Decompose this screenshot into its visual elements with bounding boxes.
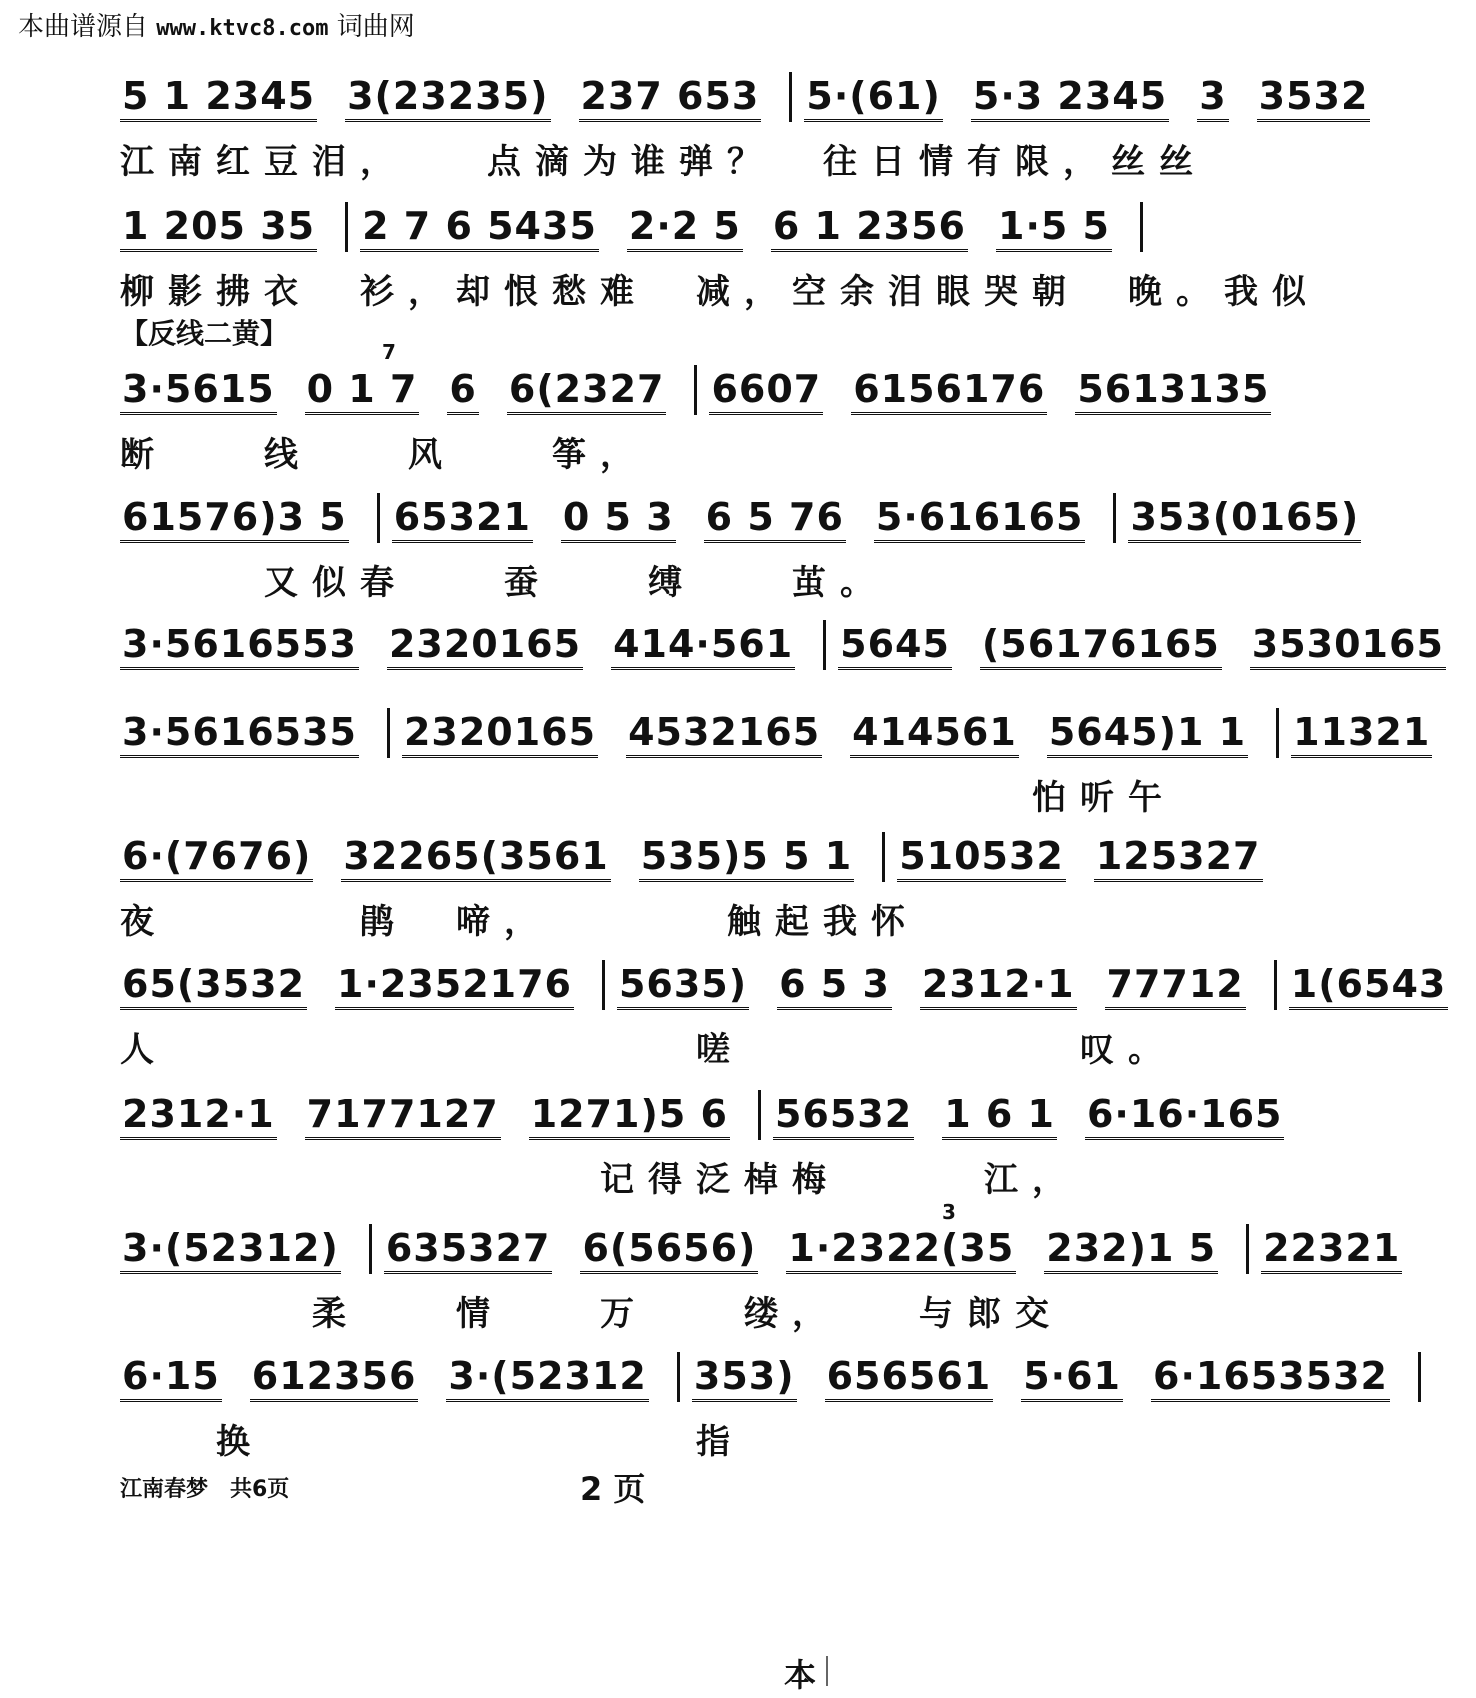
note-group: 656561 — [825, 1356, 994, 1402]
note-group: 3(23235) — [345, 76, 550, 122]
note-group: 3532 — [1257, 76, 1371, 122]
note-group: 6156176 — [851, 369, 1047, 415]
notation-line — [120, 708, 1460, 758]
note-group: 535)5 5 1 — [639, 836, 854, 882]
note-group: 61576)3 5 — [120, 497, 349, 543]
note-group: 3·5615 — [120, 369, 277, 415]
note-group: 1 6 1 — [942, 1094, 1057, 1140]
barline — [882, 832, 885, 882]
barline — [1246, 1224, 1249, 1274]
note-group: 6·1653532 — [1151, 1356, 1390, 1402]
barline — [1140, 202, 1143, 252]
source-url: www.ktvc8.com — [156, 16, 329, 41]
note-group: 353) — [692, 1356, 797, 1402]
lyric-line: 怕听午 — [120, 778, 1176, 818]
barline — [677, 1352, 680, 1402]
barline — [789, 72, 792, 122]
lyric-line: 又似春 蚕 缚 茧。 — [120, 563, 888, 603]
footer-title: 江南春梦 共6页 — [120, 1477, 290, 1502]
barline — [602, 960, 605, 1010]
note-group: 6(2327 — [507, 369, 667, 415]
lyric-line: 人 嗟 叹。 — [120, 1030, 1176, 1070]
note-group: 3·(52312) — [120, 1228, 341, 1274]
barline — [1274, 960, 1277, 1010]
note-group: 612356 — [250, 1356, 419, 1402]
lyric-line: 夜 鹃 啼， 触起我怀 — [120, 902, 919, 942]
note-group: 5·61 — [1021, 1356, 1123, 1402]
note-group: 6·15 — [120, 1356, 222, 1402]
barline — [823, 620, 826, 670]
note-group: 65321 — [392, 497, 533, 543]
note-group: 3·5616535 — [120, 712, 359, 758]
note-group: 22321 — [1261, 1228, 1402, 1274]
note-group: 0 1 7 — [305, 369, 420, 415]
note-group: 2312·1 — [920, 964, 1077, 1010]
notation-line — [120, 832, 1291, 882]
note-group: 2320165 — [402, 712, 598, 758]
note-group: 6·(7676) — [120, 836, 313, 882]
note-group: 5·(61) — [804, 76, 943, 122]
note-group: 353(0165) — [1128, 497, 1361, 543]
note-group: 3 — [1197, 76, 1228, 122]
notation-line — [120, 72, 1398, 122]
note-group: 1·5 5 — [996, 206, 1112, 252]
notation-line — [120, 960, 1476, 1010]
section-tag: 【反线二黄】 — [120, 317, 289, 350]
lyric-line: 江南红豆泪， 点滴为谁弹？ 往日情有限，丝丝 — [120, 142, 1207, 182]
note-group: 3·(52312 — [446, 1356, 648, 1402]
lyric-line: 柔 情 万 缕， 与郎交 — [120, 1294, 1063, 1334]
source-suffix: 词曲网 — [336, 12, 415, 42]
note-group: 3·5616553 — [120, 624, 359, 670]
note-group: 125327 — [1094, 836, 1263, 882]
note-group: 2 7 6 5435 — [360, 206, 599, 252]
note-group: 6 — [447, 369, 478, 415]
notation-line — [120, 365, 1299, 415]
note-group: 5·616165 — [874, 497, 1086, 543]
note-group: 1·2322(35 — [786, 1228, 1016, 1274]
lyric-line: 换 指 — [120, 1422, 744, 1462]
source-prefix: 本曲谱源自 — [18, 12, 149, 42]
notation-line — [120, 493, 1389, 543]
note-group: 2·2 5 — [627, 206, 743, 252]
note-group: 1 205 35 — [120, 206, 317, 252]
note-group: 32265(3561 — [341, 836, 610, 882]
note-group: 237 653 — [579, 76, 762, 122]
barline — [1418, 1352, 1421, 1402]
note-group: 414561 — [850, 712, 1019, 758]
note-group: 6 5 76 — [704, 497, 846, 543]
note-group: 5635) — [617, 964, 749, 1010]
note-group: (56176165 — [980, 624, 1222, 670]
note-group: 11321 — [1291, 712, 1432, 758]
barline — [369, 1224, 372, 1274]
note-group: 65(3532 — [120, 964, 307, 1010]
note-group: 77712 — [1105, 964, 1246, 1010]
barline — [1276, 708, 1279, 758]
notation-line — [120, 620, 1474, 670]
note-group: 5·3 2345 — [971, 76, 1169, 122]
notation-line — [120, 202, 1155, 252]
note-group: 7177127 — [305, 1094, 501, 1140]
notation-line — [120, 1224, 1430, 1274]
notation-line — [120, 1352, 1433, 1402]
note-group: 56532 — [773, 1094, 914, 1140]
barline — [1113, 493, 1116, 543]
note-group: 414·561 — [611, 624, 795, 670]
corner-divider — [826, 1656, 828, 1686]
note-group: 5645)1 1 — [1047, 712, 1248, 758]
lyric-line: 断 线 风 筝， — [120, 435, 648, 475]
footer-page-number: 2 页 — [580, 1470, 646, 1508]
note-group: 5 1 2345 — [120, 76, 317, 122]
barline — [345, 202, 348, 252]
barline — [377, 493, 380, 543]
note-group: 4532165 — [626, 712, 822, 758]
note-group: 6(5656) — [580, 1228, 758, 1274]
note-group: 510532 — [897, 836, 1066, 882]
note-group: 232)1 5 — [1044, 1228, 1218, 1274]
note-group: 6 1 2356 — [771, 206, 968, 252]
note-group: 5645 — [838, 624, 952, 670]
barline — [387, 708, 390, 758]
grace-mark-3: 3 — [942, 1200, 956, 1224]
note-group: 6·16·165 — [1085, 1094, 1285, 1140]
barline — [694, 365, 697, 415]
note-group: 3530165 — [1250, 624, 1446, 670]
corner-mark: 本 — [784, 1656, 817, 1694]
note-group: 635327 — [384, 1228, 553, 1274]
note-group: 1271)5 6 — [529, 1094, 730, 1140]
note-group: 0 5 3 — [561, 497, 676, 543]
note-group: 1(6543 — [1289, 964, 1449, 1010]
note-group: 2312·1 — [120, 1094, 277, 1140]
grace-mark-7: 7 — [382, 340, 396, 364]
note-group: 5613135 — [1075, 369, 1271, 415]
note-group: 1·2352176 — [335, 964, 574, 1010]
note-group: 6 5 3 — [777, 964, 892, 1010]
notation-line — [120, 1090, 1312, 1140]
note-group: 2320165 — [387, 624, 583, 670]
barline — [758, 1090, 761, 1140]
lyric-line: 记得泛棹梅 江， — [120, 1160, 1080, 1200]
note-group: 6607 — [709, 369, 823, 415]
lyric-line: 柳影拂衣 衫，却恨愁难 减，空余泪眼哭朝 晚。我似 — [120, 272, 1320, 312]
